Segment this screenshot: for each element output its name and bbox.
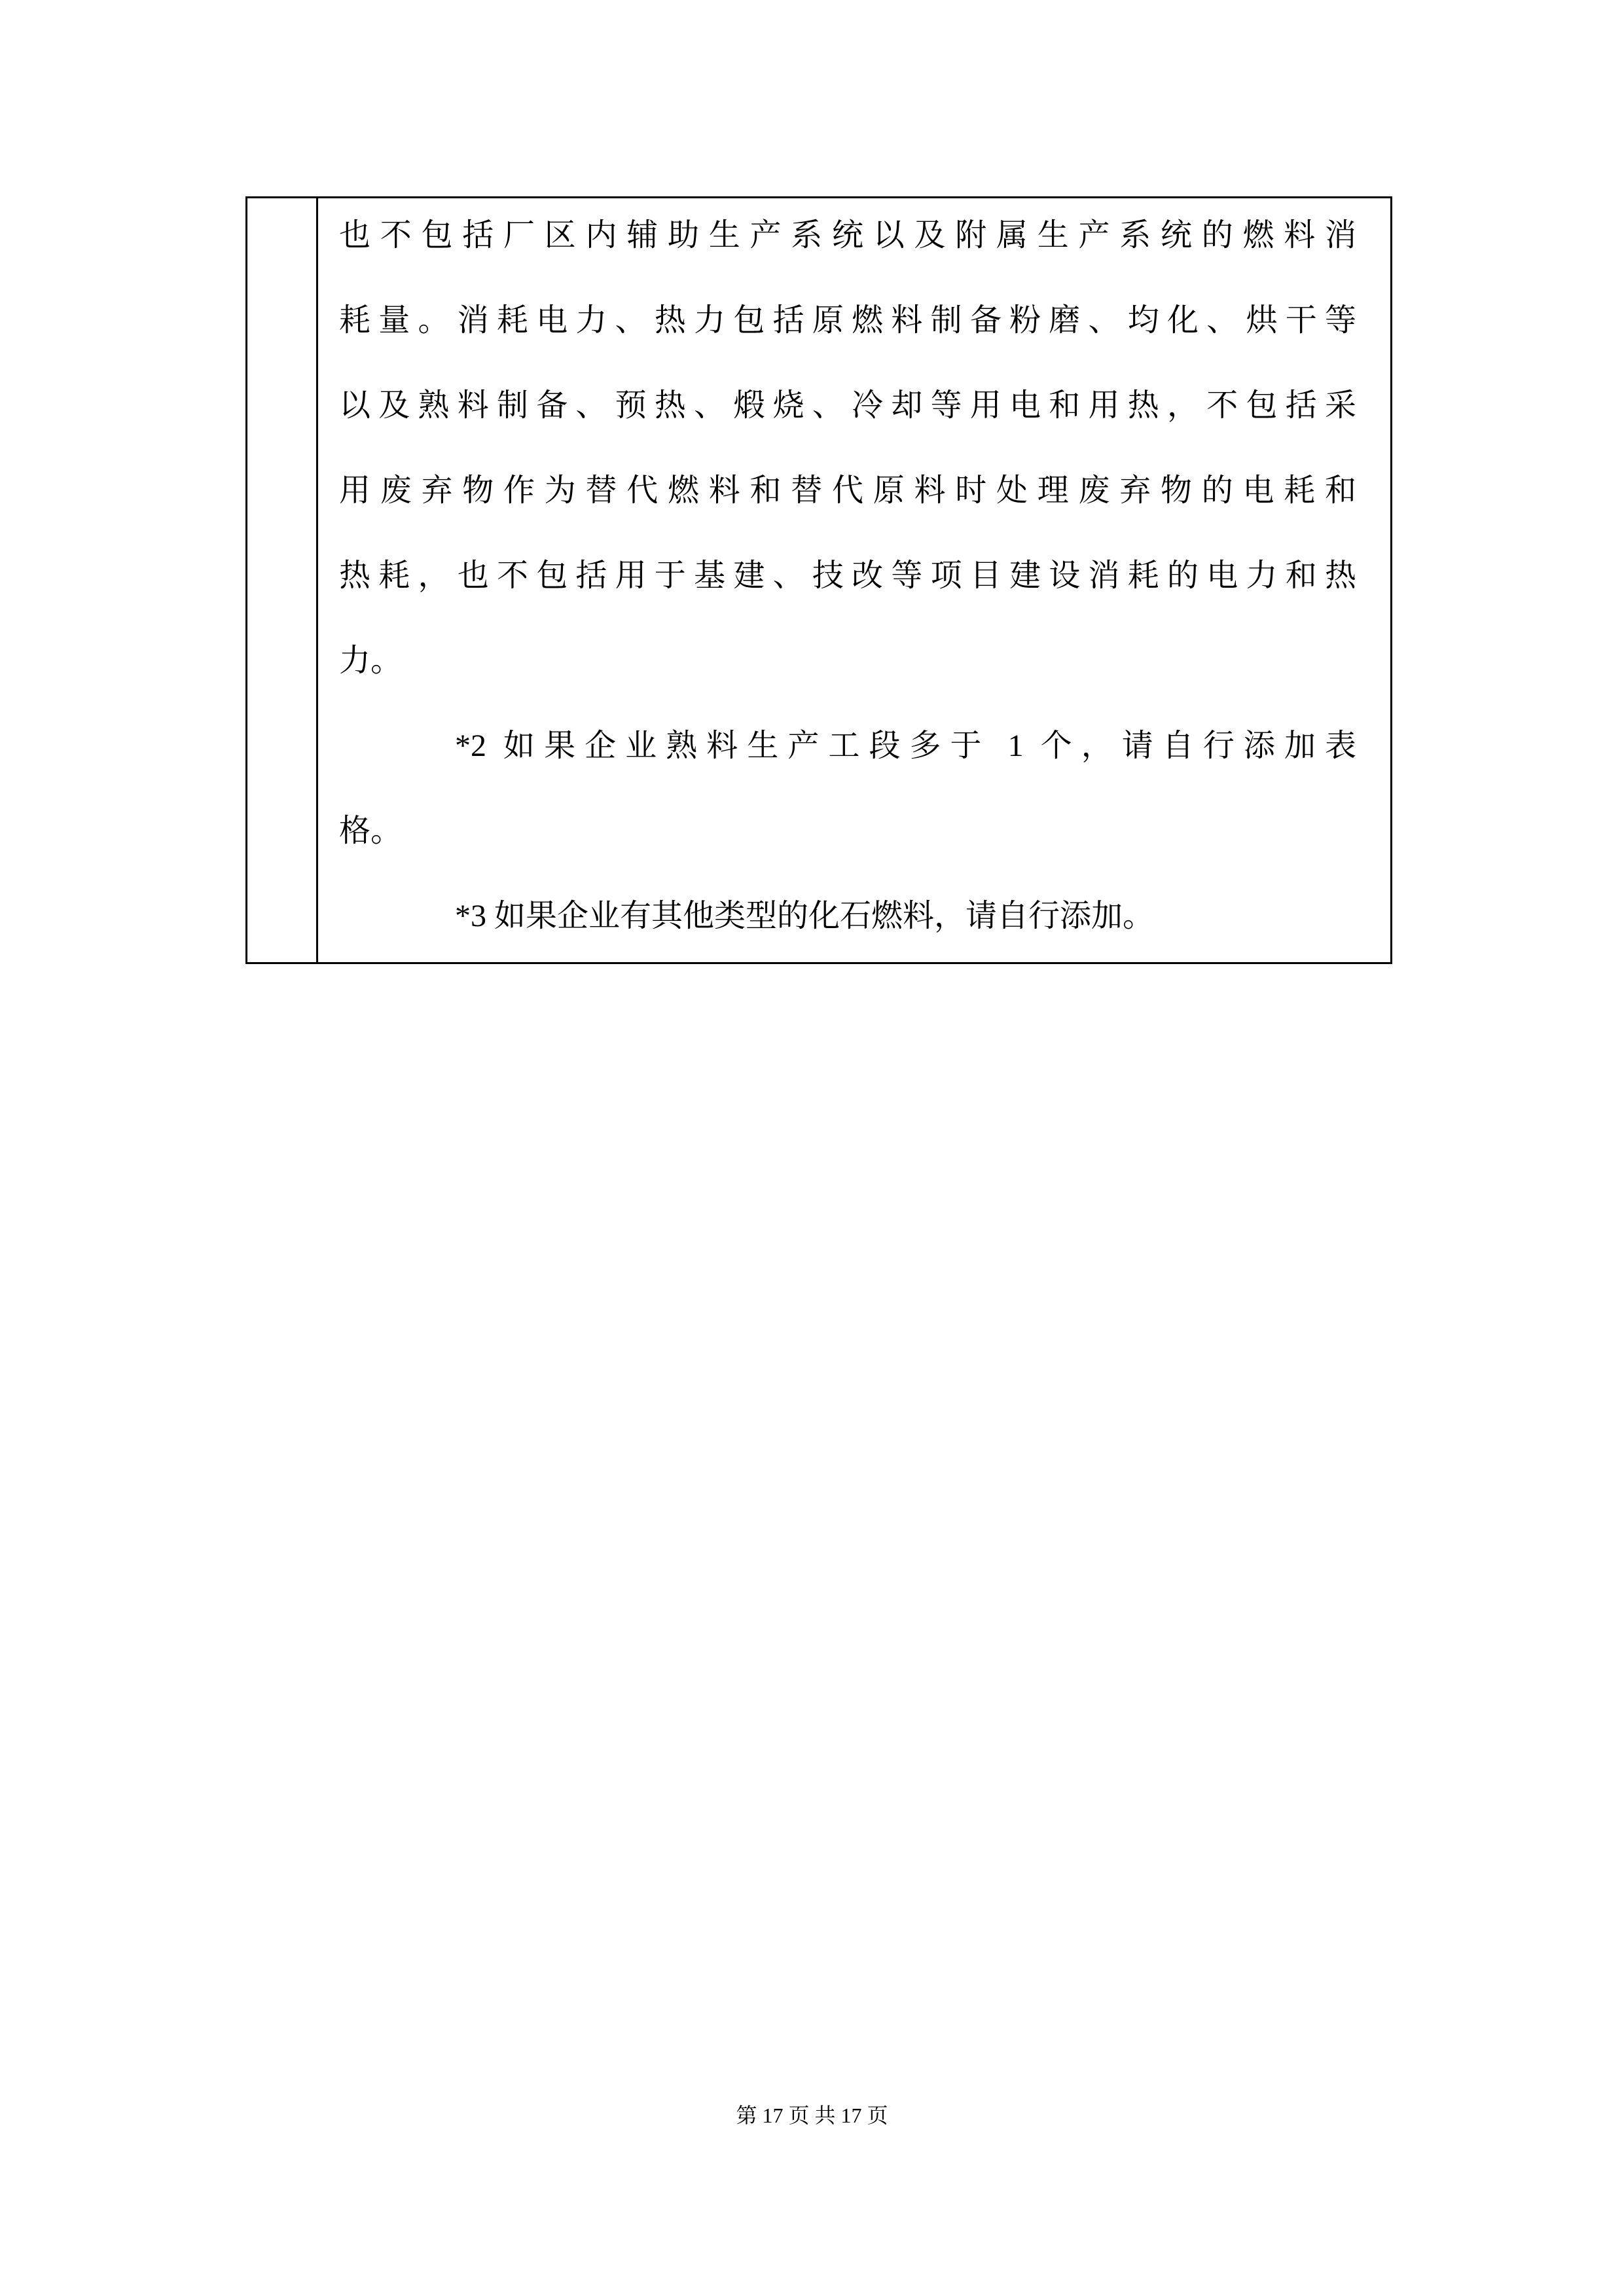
note-line: 用废弃物作为替代燃料和替代原料时处理废弃物的电耗和 [339,473,1356,508]
notes-table [245,196,1392,964]
note-line: *3 如果企业有其他类型的化石燃料，请自行添加。 [455,899,1155,933]
page-number: 第 17 页 共 17 页 [736,2104,888,2127]
note-line: 热耗，也不包括用于基建、技改等项目建设消耗的电力和热 [339,558,1356,593]
note-line: *2 如果企业熟料生产工段多于 1 个，请自行添加表 [455,728,1356,763]
note-line: 格。 [339,814,403,848]
note-line: 耗量。消耗电力、热力包括原燃料制备粉磨、均化、烘干等 [339,303,1356,338]
table-empty-cell [247,198,318,962]
note-line: 也不包括厂区内辅助生产系统以及附属生产系统的燃料消 [339,218,1356,253]
note-line: 以及熟料制备、预热、煅烧、冷却等用电和用热，不包括采 [339,388,1356,423]
table-notes-cell [318,198,1390,962]
notes-text-block [339,198,1356,959]
note-line: 力。 [339,643,403,678]
